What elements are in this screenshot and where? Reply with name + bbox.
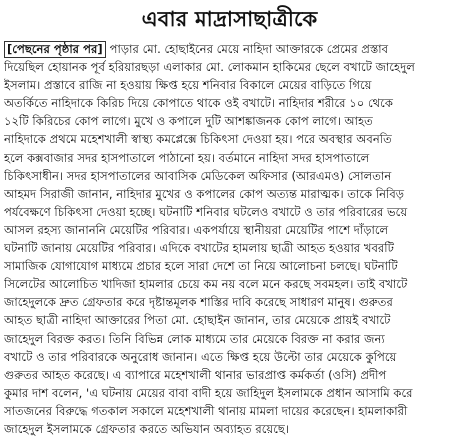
article-line: নাহিদাকে প্রথমে মহেশখালী স্বাস্থ্য কমপ্লেক্সে চিকিৎসা দেওয়া হয়। পরে অবস্থার অবনতি bbox=[4, 132, 392, 147]
article-line: কুমার দাশ বলেন, 'এ ঘটনায় মেয়ের বাবা বাদী হয়ে জাহিদুল ইসলামকে প্রধান আসামি করে bbox=[4, 385, 413, 400]
article-line: অতর্কিতে নাহিদাকে কিরিচ দিয়ে কোপাতে থাকে ওই বখাটে। নাহিদার শরীরে ১০ থেকে bbox=[4, 96, 393, 111]
article-line: বখাটে ও তার পরিবারকে অনুরোধ জানান। এতে ক্ষিপ্ত হয়ে উল্টো তার মেয়েকে কুপিয়ে bbox=[4, 349, 397, 364]
continuation-kicker: [পেছনের পৃষ্ঠার পর] bbox=[4, 41, 106, 58]
article-line: গুরুতর আহত করেছে। এ ব্যাপারে মহেশখালী থানার ভারপ্রাপ্ত কর্মকর্তা (ওসি) প্রদীপ bbox=[4, 367, 387, 382]
article-line: ইসলাম। প্রস্তাবে রাজি না হওয়ায় ক্ষিপ্ত হয়ে শনিবার বিকালে মেয়ের বাড়িতে গিয়ে bbox=[4, 78, 372, 93]
article-line: ১২টি কিরিচের কোপ লাগে। মুখে ও কপালে দুটি আশঙ্কাজনক কোপ লাগে। আহত bbox=[4, 114, 373, 129]
article-line: সামাজিক যোগাযোগ মাধ্যমে প্রচার হলে সারা দেশে তা নিয়ে আলোচনা চলছে। ঘটনাটি bbox=[4, 259, 398, 274]
article-line: ঘটনাটি জানায় মেয়েটির পরিবার। এদিকে বখাটের হামলায় ছাত্রী আহত হওয়ার খবরটি bbox=[4, 241, 394, 256]
article-body bbox=[4, 40, 455, 438]
article-line: সিলেটের আলোচিত খাদিজা হামলার চেয়ে কম নয় বলে মনে করছে সবমহল। তাই বখাটে bbox=[4, 277, 408, 292]
article-line: আসল রহস্য জানাননি মেয়েটির পরিবার। একপর্যায়ে স্থানীয়রা মেয়েটির পাশে দাঁড়ালে bbox=[4, 222, 389, 237]
article-headline: এবার মাদ্রাসাছাত্রীকে bbox=[141, 7, 318, 31]
article-line bbox=[4, 40, 455, 58]
article-line: হলে কক্সবাজার সদর হাসপাতালে পাঠানো হয়। বর্তমানে নাহিদা সদর হাসপাতালে bbox=[4, 150, 370, 165]
article-line: চিকিৎসাধীন। সদর হাসপাতালের আবাসিক মেডিকেল অফিসার (আরএমও) সোলতান bbox=[4, 168, 392, 183]
article-line: আহত ছাত্রী নাহিদা আক্তারের পিতা মো. হোছাইন জানান, তার মেয়েকে প্রায়ই বখাটে bbox=[4, 313, 391, 328]
article-line: জাহেদুলকে দ্রুত গ্রেফতার করে দৃষ্টান্তমূলক শাস্তির দাবি করেছে সাধারণ মানুষ। গুরুতর bbox=[4, 295, 393, 310]
article-line: পর্যবেক্ষণে চিকিৎসা দেওয়া হচ্ছে। ঘটনাটি শনিবার ঘটলেও বখাটে ও তার পরিবারের ভয়ে bbox=[4, 204, 408, 219]
article-line: জাহেদুল ইসলামকে গ্রেফতার করতে অভিযান অব্যাহত রয়েছে। bbox=[4, 421, 290, 436]
article-line: জাহেদুল বিরক্ত করত। তিনি বিভিন্ন লোক মাধ্যমে তার মেয়েকে বিরক্ত না করার জন্য bbox=[4, 331, 385, 346]
article-line: আহমদ সিরাজী জানান, নাহিদার মুখের ও কপালের কোপ অত্যন্ত মারাত্মক। তাকে নিবিড় bbox=[4, 186, 405, 201]
article-line: সাতজনের বিরুদ্ধে গতকাল সকালে মহেশখালী থানায় মামলা দায়ের করেছেন। হামলাকারী bbox=[4, 403, 408, 418]
article-line: দিয়েছিল হোয়ানক পূর্ব হরিয়ারছড়া এলাকার মো. লোকমান হাকিমের ছেলে বখাটে জাহেদুল bbox=[4, 60, 415, 75]
article-line-text: পাড়ার মো. হোছাইনের মেয়ে নাহিদা আক্তারকে প্রেমের প্রস্তাব bbox=[109, 42, 389, 56]
